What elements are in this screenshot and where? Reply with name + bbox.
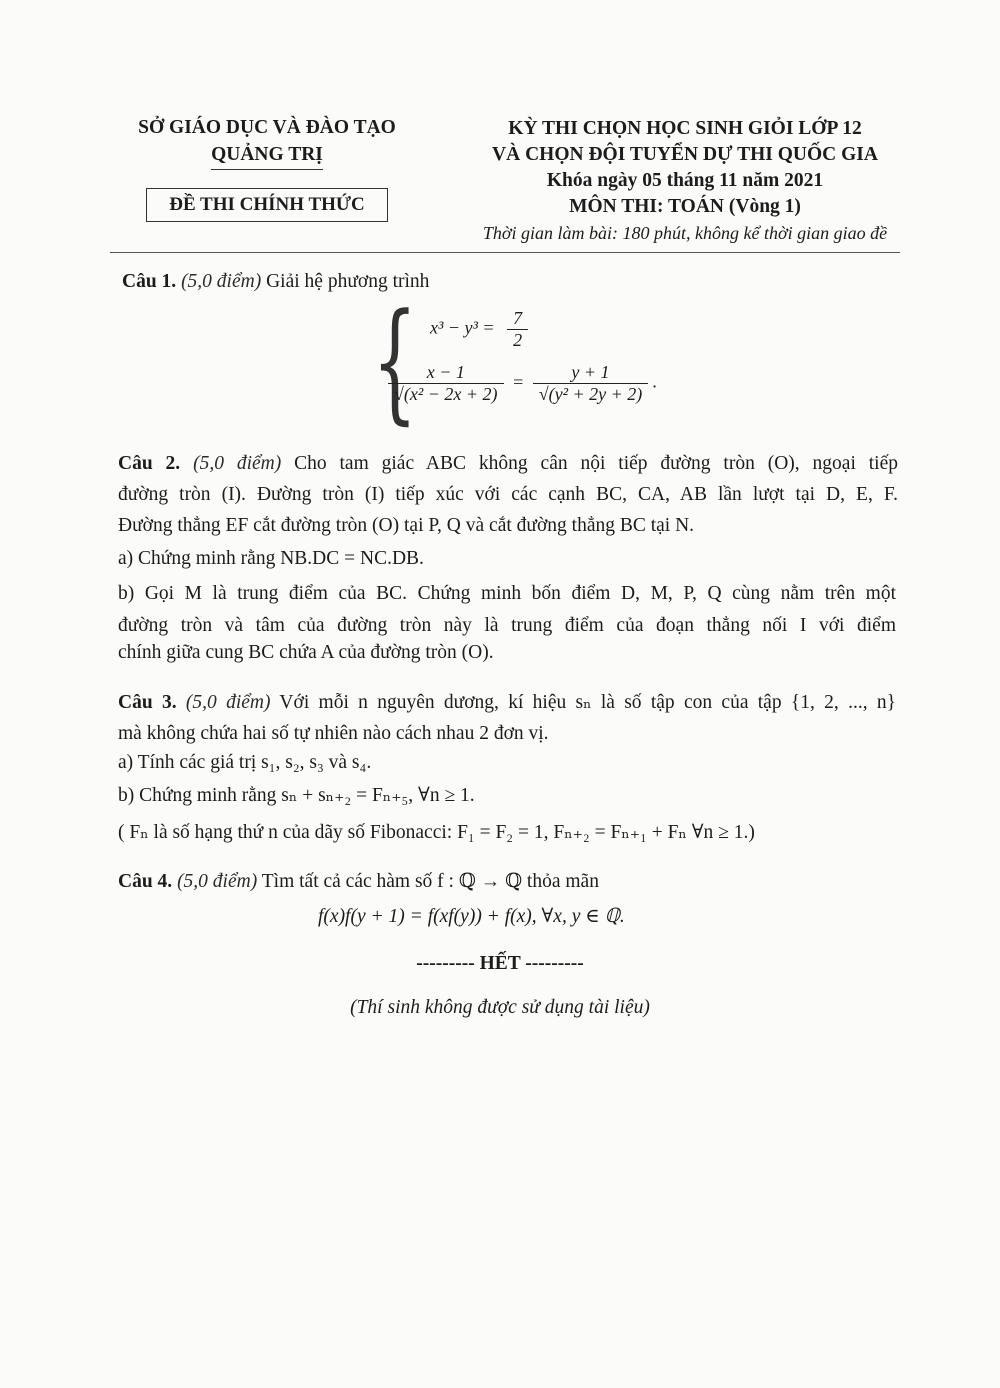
exam-subject: MÔN THI: TOÁN (Vòng 1) bbox=[569, 196, 801, 217]
department-line1: SỞ GIÁO DỤC VÀ ĐÀO TẠO bbox=[138, 117, 396, 138]
q1-points: (5,0 điểm) bbox=[181, 271, 262, 292]
exam-time: Thời gian làm bài: 180 phút, không kể thời gian giao đề bbox=[482, 223, 888, 243]
q3-line2: mà không chứa hai số tự nhiên nào cách nhau 2 đơn vị. bbox=[118, 723, 549, 744]
q1-title: Câu 1. bbox=[122, 271, 177, 292]
official-exam-label: ĐỀ THI CHÍNH THỨC bbox=[146, 188, 388, 222]
q3-fibonacci-note: ( Fₙ là số hạng thứ n của dãy số Fibonacci: F₁ = F₂ = 1, Fₙ₊₂ = Fₙ₊₁ + Fₙ ∀n ≥ 1.) bbox=[118, 822, 755, 843]
q1-equation-system bbox=[372, 285, 662, 437]
exam-info-block bbox=[455, 116, 915, 246]
q3-title: Câu 3. bbox=[118, 692, 177, 713]
eq2-equals: = bbox=[512, 371, 525, 392]
eq1-numerator: 7 bbox=[513, 308, 523, 328]
q3-line1 bbox=[118, 689, 896, 717]
system-brace: { bbox=[372, 285, 418, 437]
q1-equation-1 bbox=[430, 308, 528, 351]
q2-line2: đường tròn (I). Đường tròn (I) tiếp xúc với các cạnh BC, CA, AB lần lượt tại D, E, F. bbox=[118, 484, 898, 505]
eq2-left-fraction bbox=[388, 362, 504, 405]
q2-points: (5,0 điểm) bbox=[193, 453, 282, 474]
eq2-left-denominator: √(x² − 2x + 2) bbox=[388, 383, 504, 405]
q2-part-b-line1: b) Gọi M là trung điểm của BC. Chứng minh bốn điểm D, M, P, Q cùng nằm trên một bbox=[118, 583, 896, 604]
q4-heading bbox=[118, 868, 599, 896]
q4-text: Tìm tất cả các hàm số f : ℚ → ℚ thỏa mãn bbox=[261, 871, 599, 892]
department-line2: QUẢNG TRỊ bbox=[211, 141, 323, 170]
eq2-right-numerator: y + 1 bbox=[571, 362, 610, 382]
q4-points: (5,0 điểm) bbox=[177, 871, 258, 892]
q2-part-b-line3: chính giữa cung BC chứa A của đường tròn (O). bbox=[118, 642, 494, 663]
eq2-period: . bbox=[652, 371, 658, 392]
eq2-right-fraction bbox=[533, 362, 649, 405]
eq1-fraction bbox=[507, 308, 528, 351]
q1-equation-2 bbox=[388, 362, 657, 405]
exam-date: Khóa ngày 05 tháng 11 năm 2021 bbox=[546, 170, 824, 191]
q1-text: Giải hệ phương trình bbox=[266, 271, 430, 292]
eq1-lhs: x³ − y³ = bbox=[430, 317, 495, 338]
q2-part-a: a) Chứng minh rằng NB.DC = NC.DB. bbox=[118, 548, 424, 569]
q4-title: Câu 4. bbox=[118, 871, 173, 892]
q2-line1 bbox=[118, 450, 898, 478]
q2-title: Câu 2. bbox=[118, 453, 181, 474]
eq2-right-denominator: √(y² + 2y + 2) bbox=[533, 383, 649, 405]
q3-text-line1: Với mỗi n nguyên dương, kí hiệu sₙ là số tập con của tập {1, 2, ..., n} bbox=[279, 692, 896, 713]
end-marker: --------- HẾT --------- bbox=[416, 953, 584, 974]
q2-text-line1: Cho tam giác ABC không cân nội tiếp đường tròn (O), ngoại tiếp bbox=[294, 453, 898, 474]
footer-note: (Thí sinh không được sử dụng tài liệu) bbox=[350, 997, 650, 1018]
eq1-denominator: 2 bbox=[507, 329, 528, 351]
q3-points: (5,0 điểm) bbox=[185, 692, 271, 713]
q4-equation: f(x)f(y + 1) = f(xf(y)) + f(x), ∀x, y ∈ ℚ. bbox=[318, 906, 625, 927]
header-divider bbox=[110, 252, 900, 253]
exam-title-line2: VÀ CHỌN ĐỘI TUYỂN DỰ THI QUỐC GIA bbox=[492, 144, 878, 165]
exam-title-line1: KỲ THI CHỌN HỌC SINH GIỎI LỚP 12 bbox=[508, 118, 862, 139]
eq2-left-numerator: x − 1 bbox=[426, 362, 465, 382]
q3-part-a: a) Tính các giá trị s₁, s₂, s₃ và s₄. bbox=[118, 752, 372, 773]
department-block bbox=[112, 114, 422, 170]
q3-part-b: b) Chứng minh rằng sₙ + sₙ₊₂ = Fₙ₊₅, ∀n ≥ 1. bbox=[118, 785, 475, 806]
q2-line3: Đường thẳng EF cắt đường tròn (O) tại P, Q và cắt đường thẳng BC tại N. bbox=[118, 515, 695, 536]
q2-part-b-line2: đường tròn và tâm của đường tròn này là trung điểm của đoạn thẳng nối I với điểm bbox=[118, 615, 896, 636]
